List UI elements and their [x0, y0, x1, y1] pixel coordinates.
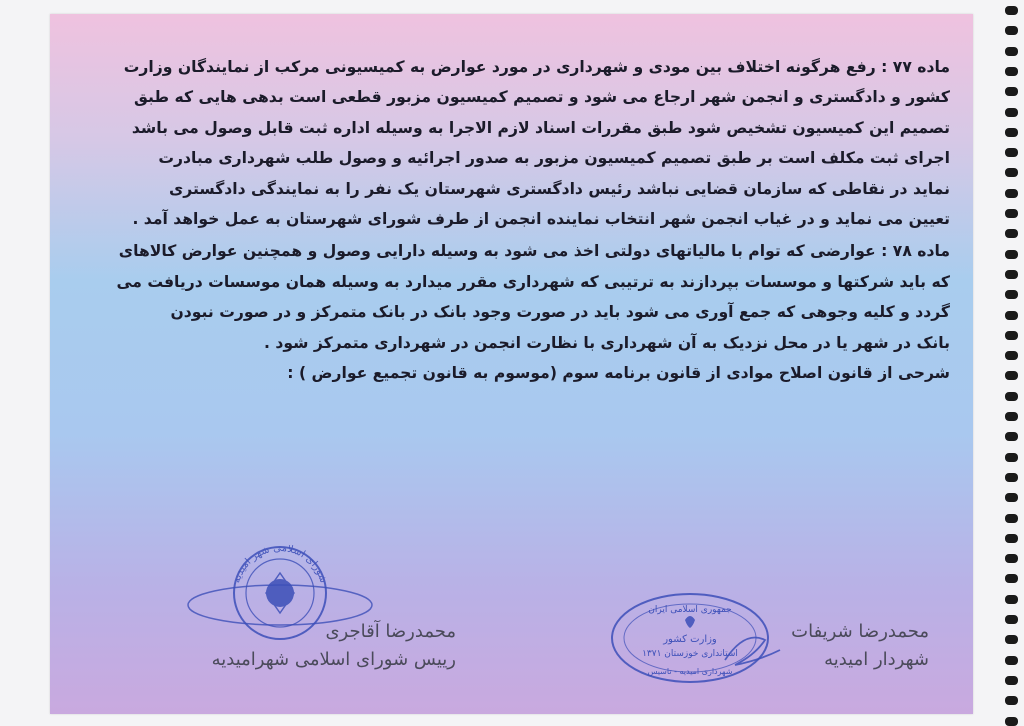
text-line: ماده ۷۷ : رفع هرگونه اختلاف بین مودی و شهرداری در مورد عوارض به کمیسیونی مرکب از نمایندگان وزارت	[123, 58, 950, 76]
text-line: نماید در نقاطی که سازمان قضایی نباشد رئیس دادگستری شهرستان یک نفر را به نمایندگی دادگستری	[168, 179, 950, 198]
binding-hole	[1005, 493, 1018, 502]
binding-hole	[1005, 229, 1018, 238]
text-line: شرحی از قانون اصلاح موادی از قانون برنامه سوم (موسوم به قانون تجمیع عوارض ) :	[287, 363, 950, 382]
binding-hole	[1005, 67, 1018, 76]
binding-hole	[1005, 331, 1018, 340]
binding-hole	[1005, 534, 1018, 543]
svg-text:شورای اسلامی شهر امیدیه	[231, 543, 328, 585]
binding-hole	[1005, 412, 1018, 421]
binding-hole	[1005, 128, 1018, 137]
signatory-name: محمدرضا آقاجری	[325, 621, 456, 642]
binding-hole	[1005, 148, 1018, 157]
binding-hole	[1005, 26, 1018, 35]
article-78	[60, 236, 950, 358]
binding-hole	[1005, 432, 1018, 441]
binding-hole	[1005, 392, 1018, 401]
stamp-top-text: جمهوری اسلامی ایران	[648, 605, 732, 615]
binding-hole	[1005, 717, 1018, 726]
municipality-stamp	[605, 590, 785, 690]
stamp-middle-text: وزارت کشور	[663, 634, 717, 645]
binding-hole	[1005, 696, 1018, 705]
binding-hole	[1005, 514, 1018, 523]
stamp-bottom-text: شهرداری امیدیه - تاسیس	[647, 667, 733, 676]
text-line: که باید شرکتها و موسسات بپردازند به ترتیبی که شهرداری مقرر میدارد به وسیله همان موسسات دریافت می	[116, 272, 950, 291]
binding-hole	[1005, 635, 1018, 644]
binding-hole	[1005, 168, 1018, 177]
article-77	[60, 52, 950, 234]
binding-hole	[1005, 47, 1018, 56]
council-seal-text: شورای اسلامی شهر امیدیه	[231, 542, 329, 585]
text-line: تعیین می نماید و در غیاب انجمن شهر انتخاب نماینده انجمن از طرف شورای شهرستان به عمل خواهد آمد .	[132, 209, 950, 228]
binding-hole	[1005, 250, 1018, 259]
binding-hole	[1005, 311, 1018, 320]
binding-hole	[1005, 6, 1018, 15]
binding-hole	[1005, 574, 1018, 583]
binding-hole	[1005, 189, 1018, 198]
text-line: اجرای ثبت مکلف است بر طبق تصمیم کمیسیون مزبور به صدور اجرائیه و وصول طلب شهرداری مبادرت	[158, 149, 950, 168]
binding-hole	[1005, 209, 1018, 218]
stamp-province-text: استانداری خوزستان ۱۳۷۱	[642, 649, 738, 659]
signature-right	[791, 618, 929, 674]
signature-left	[212, 618, 456, 674]
binding-hole	[1005, 270, 1018, 279]
signatory-title: رییس شورای اسلامی شهرامیدیه	[211, 649, 456, 670]
binding-hole	[1005, 615, 1018, 624]
binding-hole	[1005, 108, 1018, 117]
document-body	[60, 52, 950, 388]
binding-hole	[1005, 595, 1018, 604]
binding-hole	[1005, 554, 1018, 563]
text-line: گردد و کلیه وجوهی که جمع آوری می شود باید در صورت وجود بانک در بانک متمرکز و در صورت نبودن	[170, 303, 950, 322]
binding-hole	[1005, 351, 1018, 360]
binding-hole	[1005, 290, 1018, 299]
spiral-binding	[1002, 0, 1020, 725]
text-line: کشور و دادگستری و انجمن شهر ارجاع می شود و تصمیم کمیسیون مزبور قطعی است بدهی هایی که طبق	[134, 88, 950, 107]
text-line: تصمیم این کمیسیون تشخیص شود طبق مقررات اسناد لازم الاجرا به وسیله اداره ثبت قابل وصول می باشد	[131, 118, 950, 137]
text-line: ماده ۷۸ : عوارضی که توام با مالیاتهای دولتی اخذ می شود به وسیله دارایی وصول و همچنین عوارض کالاهای	[118, 242, 950, 261]
binding-hole	[1005, 676, 1018, 685]
binding-hole	[1005, 453, 1018, 462]
signatory-title: شهردار امیدیه	[824, 649, 929, 670]
signatory-name: محمدرضا شریفات	[791, 621, 929, 642]
binding-hole	[1005, 371, 1018, 380]
text-line: بانک در شهر یا در محل نزدیک به آن شهرداری با نظارت انجمن در شهرداری متمرکز شود .	[263, 333, 950, 352]
binding-hole	[1005, 87, 1018, 96]
binding-hole	[1005, 656, 1018, 665]
binding-hole	[1005, 473, 1018, 482]
law-description	[60, 358, 950, 388]
